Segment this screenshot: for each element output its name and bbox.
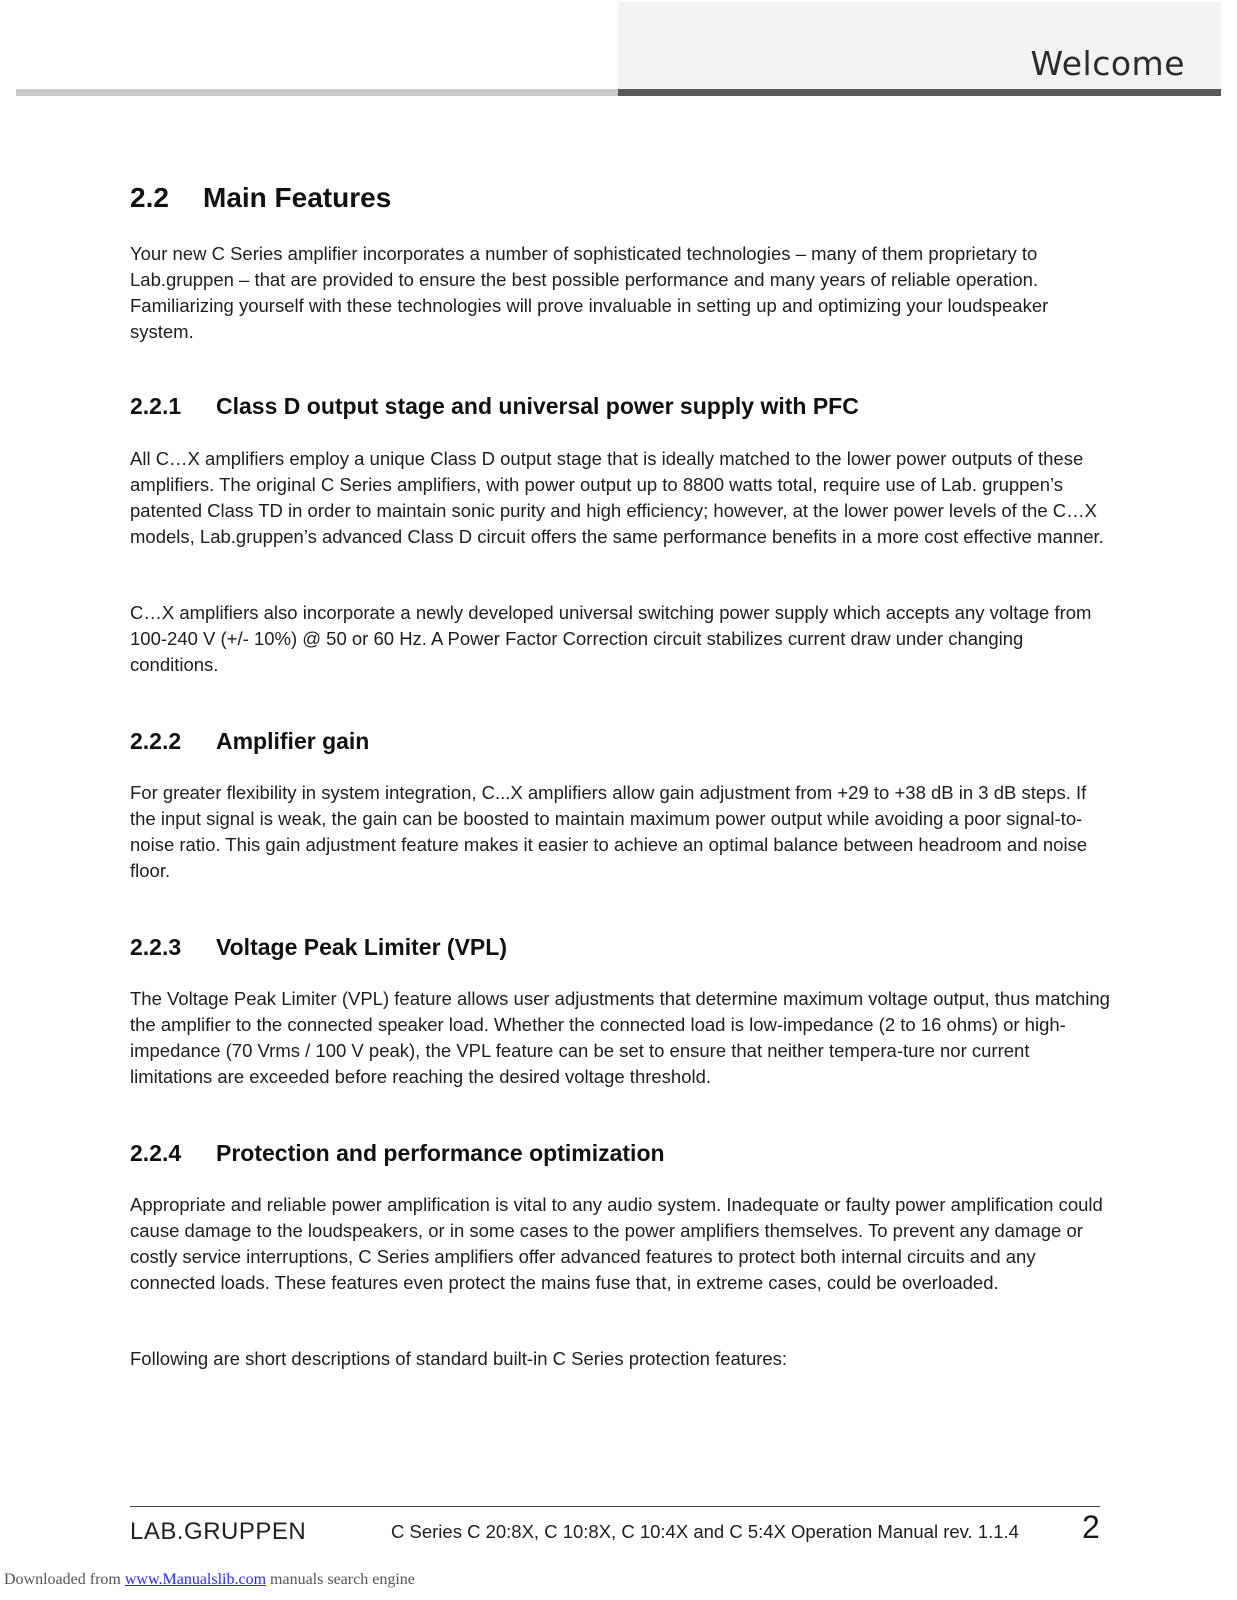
footer-manual-title: C Series C 20:8X, C 10:8X, C 10:4X and C 5:4X Operation Manual rev. 1.1.4 [391, 1521, 1019, 1542]
section-title: Voltage Peak Limiter (VPL) [216, 934, 507, 960]
section-number: 2.2.3 [130, 934, 182, 960]
paragraph-protection: Appropriate and reliable power amplification is vital to any audio system. Inadequate or faulty power amplification could cause damage to the loudspeakers, or in some cases to the power amplifiers themselves. To prevent any damage or costly service interruptions, C Series amplifiers offer advanced features to protect both internal circuits and any connected loads. These features even protect the mains fuse that, in extreme cases, could be overloaded. [130, 1194, 1103, 1293]
paragraph-class-d: All C…X amplifiers employ a unique Class D output stage that is ideally matched to the lower power outputs of these amplifiers. The original C Series amplifiers, with power output up to 8800 watts total, require use of Lab. gruppen’s patented Class TD in order to maintain sonic purity and high efficiency; however, at the lower power levels of the C…X models, Lab.gruppen’s advanced Class D circuit offers the same performance benefits in a more cost effective manner. [130, 448, 1104, 547]
paragraph-power-supply: C…X amplifiers also incorporate a newly developed universal switching power supply which accepts any voltage from 100-240 V (+/- 10%) @ 50 or 60 Hz. A Power Factor Correction circuit stabilizes current draw under changing conditions. [130, 602, 1092, 675]
download-prefix: Downloaded from [4, 1571, 125, 1588]
paragraph-vpl: The Voltage Peak Limiter (VPL) feature allows user adjustments that determine maximum voltage output, thus matching the amplifier to the connected speaker load. Whether the connected load is low-impedance (2 to 16 ohms) or high-impedance (70 Vrms / 100 V peak), the VPL feature can be set to ensure that neither tempera-ture nor current limitations are exceeded before reaching the desired voltage threshold. [130, 988, 1110, 1087]
paragraph-amplifier-gain: For greater flexibility in system integration, C...X amplifiers allow gain adjustment from +29 to +38 dB in 3 dB steps. If the input signal is weak, the gain can be boosted to maintain maximum power output while avoiding a poor signal-to-noise ratio. This gain adjustment feature makes it easier to achieve an optimal balance between headroom and noise floor. [130, 782, 1088, 881]
section-heading-2-2-3 [130, 934, 507, 961]
section-number: 2.2.2 [130, 728, 182, 754]
section-number: 2.2.1 [130, 393, 182, 419]
section-heading-2-2-2 [130, 728, 369, 755]
section-heading-2-2-1 [130, 393, 859, 420]
section-title: Main Features [203, 182, 392, 213]
download-suffix: manuals search engine [266, 1571, 415, 1588]
download-notice [4, 1571, 415, 1589]
section-heading-2-2-4 [130, 1140, 665, 1167]
paragraph-protection-list-intro: Following are short descriptions of standard built-in C Series protection features: [130, 1348, 788, 1369]
footer-rule [130, 1506, 1100, 1507]
section-number: 2.2.4 [130, 1140, 182, 1166]
paragraph-main-intro: Your new C Series amplifier incorporates a number of sophisticated technologies – many of them proprietary to Lab.gruppen – that are provided to ensure the best possible performance and many years of reliable operation. Familiarizing yourself with these technologies will prove invaluable in setting up and optimizing your loudspeaker system. [130, 243, 1049, 342]
section-title: Protection and performance optimization [216, 1140, 665, 1166]
section-title: Amplifier gain [216, 728, 370, 754]
manualslib-link[interactable]: www.Manualslib.com [124, 1571, 267, 1588]
header-title: Welcome [1030, 44, 1185, 83]
section-title: Class D output stage and universal power supply with PFC [216, 393, 859, 419]
section-heading-main [130, 182, 391, 214]
brand-logo: LAB.GRUPPEN [130, 1518, 307, 1545]
header-rule-dark [618, 89, 1221, 96]
section-number: 2.2 [130, 182, 169, 213]
header-rule-light [16, 89, 618, 96]
page-number: 2 [1082, 1509, 1100, 1545]
